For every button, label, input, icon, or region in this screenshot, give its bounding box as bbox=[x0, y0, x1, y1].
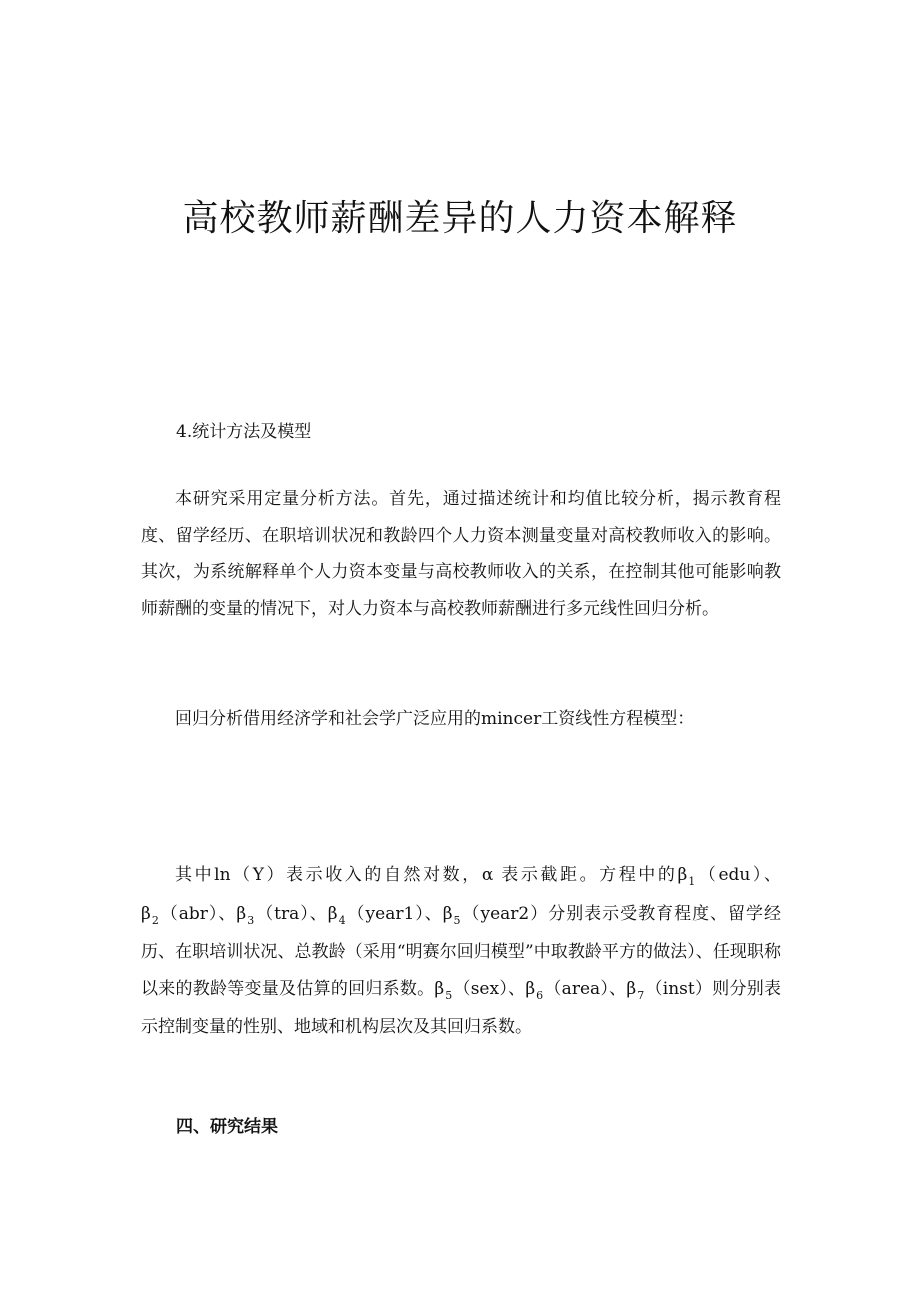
document-title: 高校教师薪酬差异的人力资本解释 bbox=[182, 198, 738, 239]
beta-term: $\beta_4(year1)$、 bbox=[327, 903, 443, 927]
paragraph-model: 回归分析借用经济学和社会学广泛应用的mincer工资线性方程模型： bbox=[175, 709, 695, 729]
beta-term: $\beta_5(sex)$、 bbox=[434, 978, 526, 1002]
paragraph-method: 本研究采用定量分析方法。首先，通过描述统计和均值比较分析，揭示教育程度、留学经历、在职培训状况和教龄四个人力资本测量变量对高校教师收入的影响。其次，为系统解释单个人力资本变量与高校教师收入的关系，在控制其他可能影响教师薪酬的变量的情况下，对人力资本与高校教师薪酬进行多元线性回归分析。 bbox=[141, 489, 781, 619]
beta-term: $\beta_7(inst)$则分别表示控制变量的性别、地域和机构层次及其回归系数。 bbox=[141, 978, 781, 1037]
explain-text: 其中ln（Y）表示收入的自然对数，α 表示截距。方程中的 bbox=[175, 865, 678, 885]
paragraph-explain bbox=[141, 857, 781, 1046]
beta-term: $\beta_3(tra)$、 bbox=[236, 903, 328, 927]
section-results-heading: 四、研究结果 bbox=[176, 1117, 278, 1137]
beta-term: $\beta_1(edu)$、 bbox=[677, 865, 781, 888]
beta-term: $\beta_5(year2)$分别表示受教育程度、留学经历、在职培训状况、总教龄（采用“明赛尔回归模型”中取教龄平方的做法）、任现职称以来的教龄等变量及估算的回归系数。 bbox=[141, 903, 781, 999]
section-4-heading: 4.统计方法及模型 bbox=[176, 422, 312, 442]
beta-term: $\beta_2(abr)$、 bbox=[141, 903, 237, 927]
beta-term: $\beta_6(area)$、 bbox=[525, 978, 627, 1002]
